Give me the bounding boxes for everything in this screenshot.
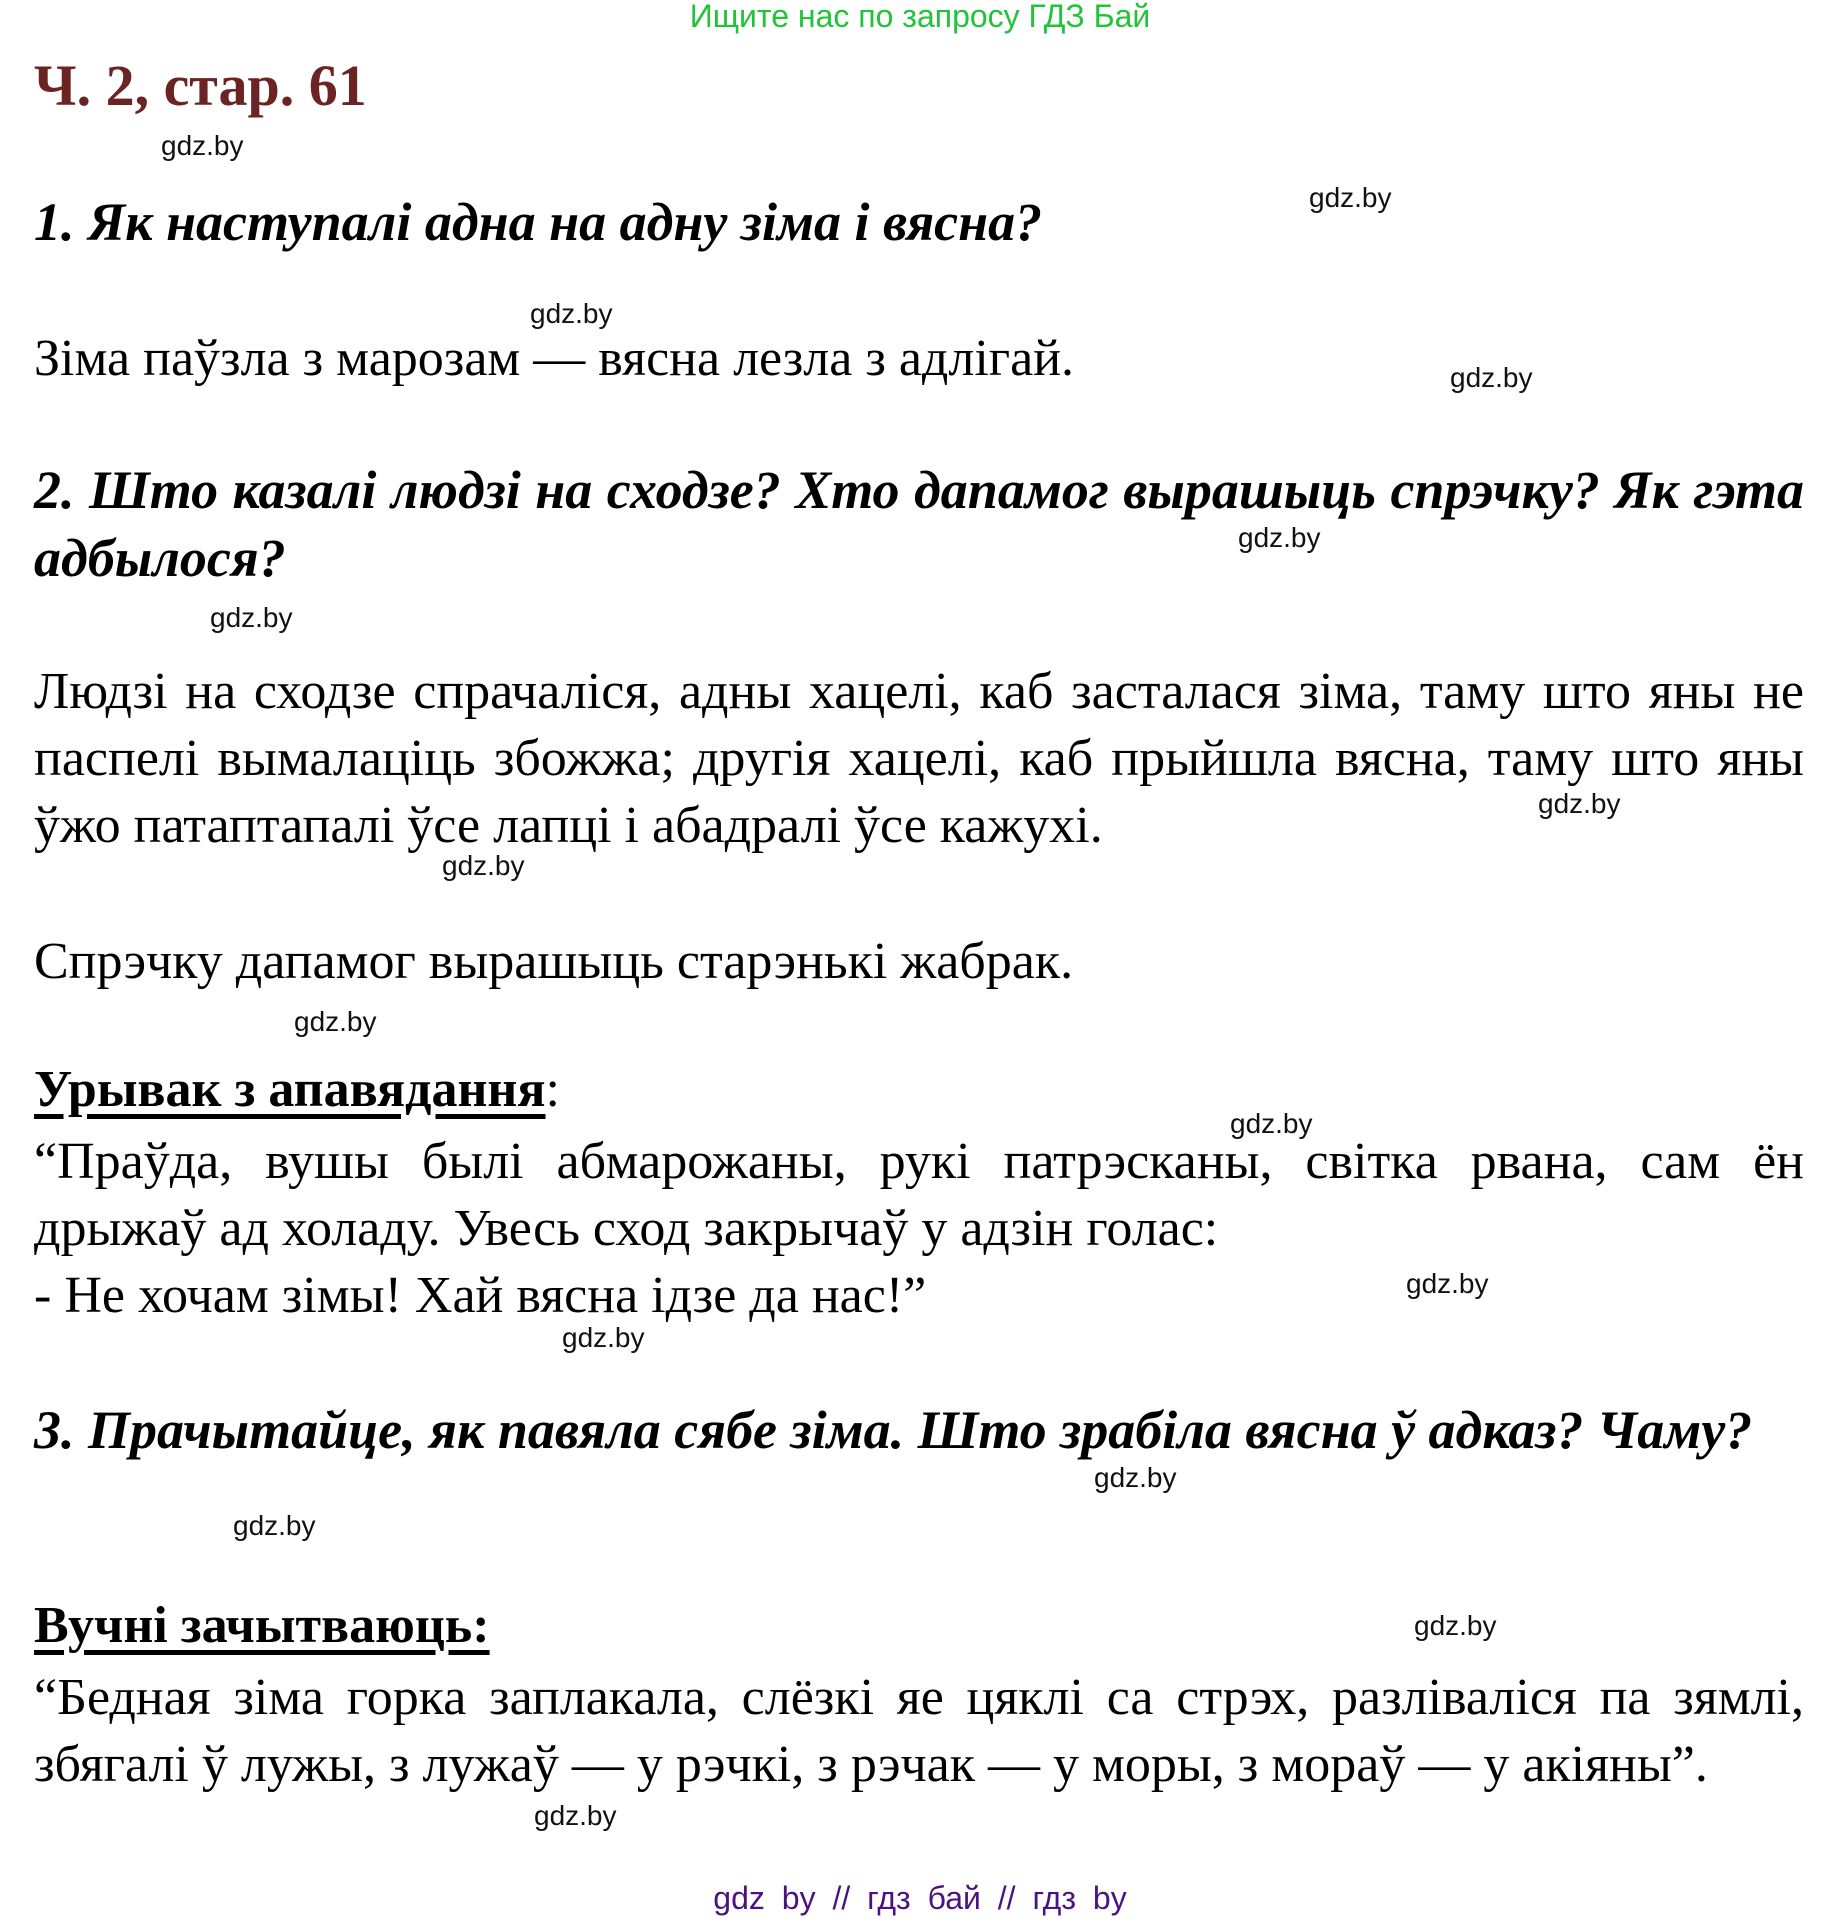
watermark: gdz.by	[1406, 1268, 1489, 1299]
watermark: gdz.by	[1414, 1610, 1497, 1641]
answer-2-paragraph-1: Людзі на сходзе спрачаліся, адны хацелі, каб засталася зіма, таму што яны не паспелі вымалаціць збожжа; другія хацелі, каб прыйшла вясна, таму што яны ўжо патаптапалі ўсе лапці і абадралі ўсе кажухі.	[34, 663, 1804, 854]
footer-links: gdz by // гдз бай // гдз by	[713, 1880, 1127, 1916]
excerpt-heading-colon: :	[545, 1061, 560, 1118]
watermark: gdz.by	[1538, 788, 1621, 819]
excerpt-text: “Праўда, вушы былі абмарожаны, рукі патрэсканы, світка рвана, сам ён дрыжаў ад холаду. Увесь сход закрычаў у адзін голас:	[34, 1133, 1804, 1257]
watermark: gdz.by	[161, 130, 244, 161]
excerpt-heading-text: Урывак з апавядання	[34, 1061, 546, 1118]
watermark: gdz.by	[1230, 1108, 1313, 1139]
watermark: gdz.by	[534, 1800, 617, 1831]
watermark: gdz.by	[233, 1510, 316, 1541]
watermark: gdz.by	[1094, 1462, 1177, 1493]
students-heading: Вучні зачытваюць:	[34, 1597, 490, 1654]
excerpt-line-2: - Не хочам зімы! Хай вясна ідзе да нас!”	[34, 1267, 927, 1324]
excerpt-heading	[34, 1060, 560, 1119]
watermark: gdz.by	[294, 1006, 377, 1037]
watermark: gdz.by	[1309, 182, 1392, 213]
page-title: Ч. 2, стар. 61	[34, 53, 367, 118]
question-2: 2. Што казалі людзі на сходзе? Хто дапамог вырашыць спрэчку? Як гэта адбылося?	[34, 460, 1804, 588]
question-3: 3. Прачытайце, як павяла сябе зіма. Што зрабіла вясна ў адказ? Чаму?	[34, 1400, 1753, 1460]
students-text: “Бедная зіма горка заплакала, слёзкі яе цяклі са стрэх, разліваліся па зямлі, збягалі ў лужы, з лужаў — у рэчкі, з рэчак — у моры, з мораў — у акіяны”.	[34, 1669, 1804, 1793]
search-banner: Ищите нас по запросу ГДЗ Бай	[689, 0, 1151, 34]
watermark: gdz.by	[1238, 522, 1321, 553]
answer-1: Зіма паўзла з марозам — вясна лезла з адлігай.	[34, 330, 1075, 387]
watermark: gdz.by	[210, 602, 293, 633]
watermark: gdz.by	[442, 850, 525, 881]
watermark: gdz.by	[1450, 362, 1533, 393]
question-1: 1. Як наступалі адна на адну зіма і вясна?	[34, 192, 1043, 252]
watermark: gdz.by	[562, 1322, 645, 1353]
answer-2-paragraph-2: Спрэчку дапамог вырашыць старэнькі жабрак.	[34, 933, 1074, 990]
watermark: gdz.by	[530, 298, 613, 329]
